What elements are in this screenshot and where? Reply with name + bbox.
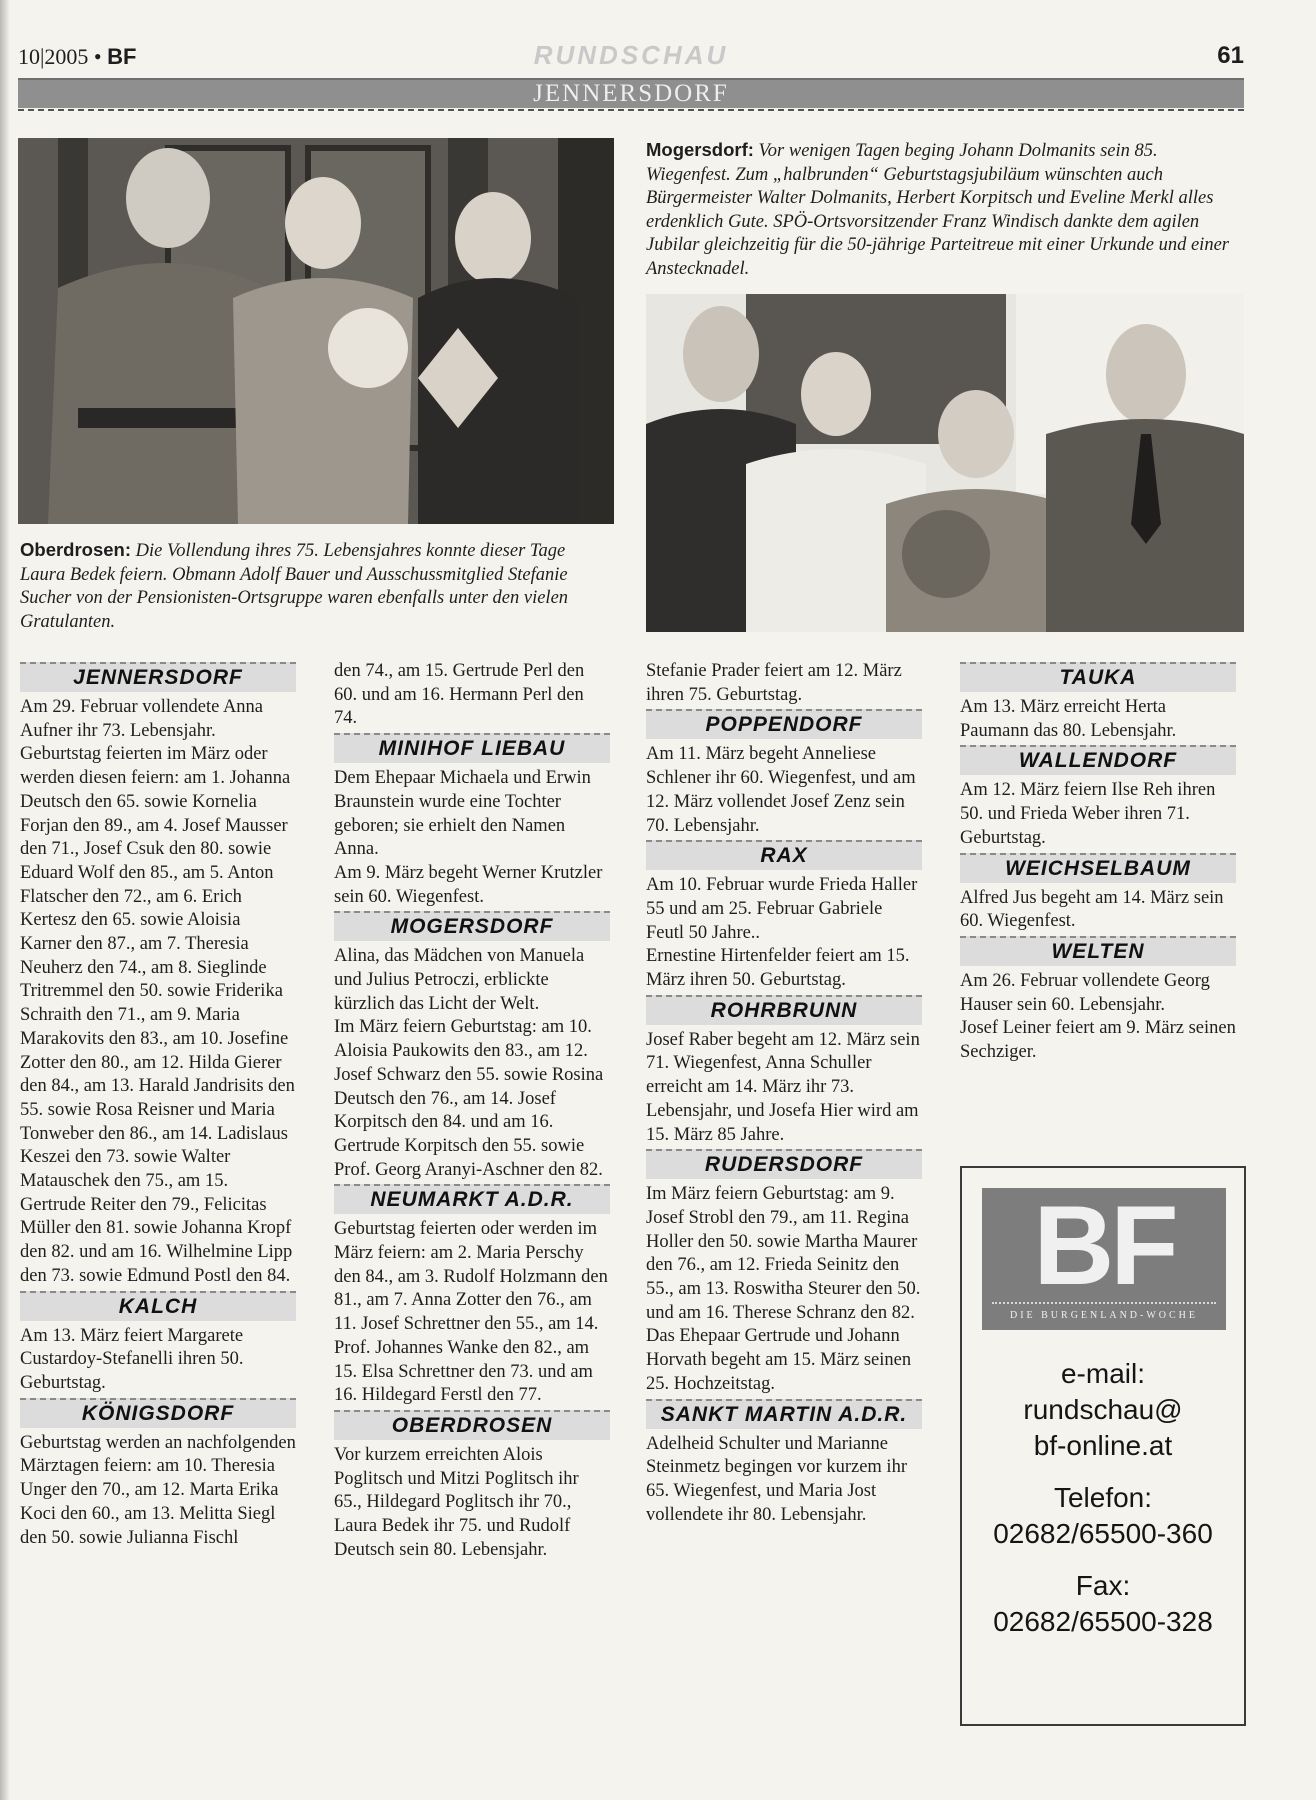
fax-number: 02682/65500-328 [993, 1606, 1213, 1637]
body-text: Stefanie Prader feiert am 12. März ihren 75. Geburtstag. [646, 661, 902, 705]
body-text: Ernestine Hirtenfelder feiert am 15. März ihren 50. Geburtstag. [646, 946, 910, 991]
fax-label: Fax: [1075, 1570, 1131, 1601]
body-text: Am 29. Februar vollendete Anna Aufner ihr 73. Lebensjahr. [20, 697, 264, 741]
brand-label: BF [107, 44, 137, 69]
section-heading-welten: WELTEN [960, 936, 1236, 966]
email-line-1: rundschau@ [1023, 1394, 1183, 1425]
contact-info [962, 1356, 1244, 1640]
section-heading-kalch: KALCH [20, 1291, 296, 1321]
caption-place: Oberdrosen: [20, 539, 132, 560]
email-line-2: bf-online.at [1033, 1430, 1173, 1461]
body-text: Adelheid Schulter und Marianne Steinmetz begingen vor kurzem ihr 65. Wiegenfest, und Maria Jost vollendete ihr 80. Lebensjahr. [646, 1433, 907, 1525]
page-number: 61 [1217, 42, 1244, 69]
section-heading-koenigsdorf: KÖNIGSDORF [20, 1398, 296, 1428]
section-heading-wallendorf: WALLENDORF [960, 745, 1236, 775]
section-heading-neumarkt: NEUMARKT A.D.R. [334, 1184, 610, 1214]
body-text: Am 10. Februar wurde Frieda Haller 55 und am 25. Februar Gabriele Feutl 50 Jahre.. [646, 875, 918, 943]
contact-ad-box [960, 1166, 1246, 1726]
body-text: Am 26. Februar vollendete Georg Hauser sein 60. Lebensjahr. [960, 970, 1210, 1015]
body-text: Am 11. März begeht Anneliese Schlener ihr 60. Wiegenfest, und am 12. März vollendet Josef Zenz sein 70. Lebensjahr. [646, 744, 916, 836]
page-header [18, 40, 1244, 70]
region-title: JENNERSDORF [533, 80, 729, 107]
logo-lettering: BF [1033, 1183, 1175, 1308]
email-label: e-mail: [1060, 1358, 1145, 1389]
body-text: Alina, das Mädchen von Manuela und Julius Petroczi, erblickte kürzlich das Licht der Welt. [334, 946, 585, 1014]
body-text: Das Ehepaar Gertrude und Johann Horvath begeht am 15. März seinen 25. Hochzeitstag. [646, 1326, 912, 1394]
section-heading-oberdrosen: OBERDROSEN [334, 1410, 610, 1440]
body-text: Geburtstag feierten oder werden im März feiern: am 2. Maria Perschy den 84., am 3. Rudolf Holzmann den 81., am 7. Anna Zotter den 76., am 11. Josef Schrettner den 55., am 14. Prof. Johannes Wanke den 82., am 15. Elsa Schrettner den 73. und am 16. Hildegard Ferstl den 77. [334, 1219, 608, 1406]
section-title: RUNDSCHAU [533, 40, 729, 70]
body-text: Geburtstag feierten im März oder werden diesen feiern: am 1. Johanna Deutsch den 65. sowie Kornelia Forjan den 89., am 4. Josef Mausser den 71., Josef Csuk den 80. sowie Eduard Wolf den 85., am 5. Anton Flatscher den 72., am 6. Erich Kertesz den 65. sowie Aloisia Karner den 87., am 7. Theresia Neuherz den 74., am 8. Sieglinde Tritremmel den 50. sowie Friderika Schraith den 71., am 9. Maria Marakovits den 83., am 10. Josefine Zotter den 80., am 12. Hilda Gierer den 84., am 13. Harald Jandrisits den 55. sowie Rosa Reisner und Maria Tonweber den 86., am 14. Ladislaus Keszei den 73. sowie Walter Matauschek den 75., am 15. Gertrude Reiter den 79., Felicitas Müller den 81. sowie Johanna Kropf den 82. und am 16. Wilhelmine Lipp den 73. sowie Edmund Postl den 84. [20, 744, 295, 1286]
body-text: Dem Ehepaar Michaela und Erwin Braunstein wurde eine Tochter geboren; sie erhielt den Namen Anna. [334, 768, 591, 860]
column-3 [646, 660, 922, 1527]
caption-oberdrosen [20, 538, 606, 634]
body-text: Josef Raber begeht am 12. März sein 71. Wiegenfest, Anna Schuller erreicht am 14. März ihr 73. Lebensjahr, und Josefa Hier wird am 15. März 85 Jahre. [646, 1029, 920, 1145]
body-text: Am 12. März feiern Ilse Reh ihren 50. und Frieda Weber ihren 71. Geburtstag. [960, 780, 1216, 848]
column-2 [334, 660, 610, 1563]
section-heading-sankt-martin: SANKT MARTIN A.D.R. [646, 1399, 922, 1429]
caption-text: Vor wenigen Tagen beging Johann Dolmanits sein 85. Wiegenfest. Zum „halbrunden“ Geburtstagsjubiläum wünschten auch Bürgermeister Walter Dolmanits, Herbert Korpitsch und Eveline Merkl alles erdenklich Gute. SPÖ-Ortsvorsitzender Franz Windisch dankte dem agilen Jubilar gleichzeitig für die 50-jährige Parteitreue mit einer Urkunde und einer Anstecknadel. [646, 141, 1229, 279]
caption-mogersdorf [646, 138, 1244, 281]
logo-tagline: DIE BURGENLAND-WOCHE [1009, 1310, 1199, 1321]
photo-oberdrosen [18, 138, 614, 524]
body-text: Am 9. März begeht Werner Krutzler sein 60. Wiegenfest. [334, 862, 603, 907]
phone-label: Telefon: [1053, 1482, 1153, 1513]
caption-place: Mogersdorf: [646, 139, 754, 160]
section-heading-rudersdorf: RUDERSDORF [646, 1149, 922, 1179]
section-heading-weichselbaum: WEICHSELBAUM [960, 853, 1236, 883]
section-heading-jennersdorf: JENNERSDORF [20, 662, 296, 692]
section-heading-poppendorf: POPPENDORF [646, 709, 922, 739]
logo-dotted-rule [992, 1302, 1216, 1304]
body-text: den 74., am 15. Gertrude Perl den 60. und am 16. Hermann Perl den 74. [334, 661, 585, 729]
bf-logo [982, 1183, 1226, 1330]
region-banner [18, 78, 1244, 108]
body-text: Josef Leiner feiert am 9. März seinen Sechziger. [960, 1018, 1236, 1063]
section-heading-rohrbrunn: ROHRBRUNN [646, 995, 922, 1025]
issue-number: 10|2005 • [18, 44, 102, 69]
caption-text: Die Vollendung ihres 75. Lebensjahres konnte dieser Tage Laura Bedek feiern. Obmann Adolf Bauer und Ausschussmitglied Stefanie Sucher von der Pensionisten-Ortsgruppe waren ebenfalls unter den vielen Gratulanten. [20, 541, 569, 632]
body-text: Am 13. März feiert Margarete Custardoy-Stefanelli ihren 50. Geburtstag. [20, 1325, 244, 1393]
column-4 [960, 660, 1236, 1065]
phone-number: 02682/65500-360 [993, 1518, 1213, 1549]
body-text: Vor kurzem erreichten Alois Poglitsch und Mitzi Poglitsch ihr 65., Hildegard Poglitsch ihr 70., Laura Bedek ihr 75. und Rudolf Deutsch sein 80. Lebensjahr. [334, 1444, 579, 1560]
body-text: Im März feiern Geburtstag: am 9. Josef Strobl den 79., am 11. Regina Holler den 50. sowie Martha Maurer den 76., am 12. Frieda Seinitz den 55., am 13. Roswitha Steurer den 50. und am 16. Therese Schranz den 82. [646, 1184, 921, 1323]
column-1 [20, 660, 296, 1550]
section-heading-mogersdorf: MOGERSDORF [334, 911, 610, 941]
body-text: Am 13. März erreicht Herta Paumann das 80. Lebensjahr. [960, 697, 1177, 741]
body-text: Im März feiern Geburtstag: am 10. Aloisia Paukowits den 83., am 12. Josef Schwarz den 55. sowie Rosina Deutsch den 76., am 14. Josef Korpitsch den 84. und am 16. Gertrude Korpitsch den 55. sowie Prof. Georg Aranyi-Aschner den 82. [334, 1017, 604, 1180]
page-binding-shadow [0, 0, 10, 1800]
banner-divider [18, 109, 1244, 111]
body-text: Alfred Jus begeht am 14. März sein 60. Wiegenfest. [960, 887, 1224, 932]
body-text: Geburtstag werden an nachfolgenden Märztagen feiern: am 10. Theresia Unger den 70., am 12. Marta Erika Koci den 60., am 13. Melitta Siegl den 50. sowie Julianna Fischl [20, 1432, 296, 1548]
section-heading-rax: RAX [646, 840, 922, 870]
photo-mogersdorf [646, 294, 1244, 632]
section-heading-tauka: TAUKA [960, 662, 1236, 692]
section-heading-minihof-liebau: MINIHOF LIEBAU [334, 733, 610, 763]
